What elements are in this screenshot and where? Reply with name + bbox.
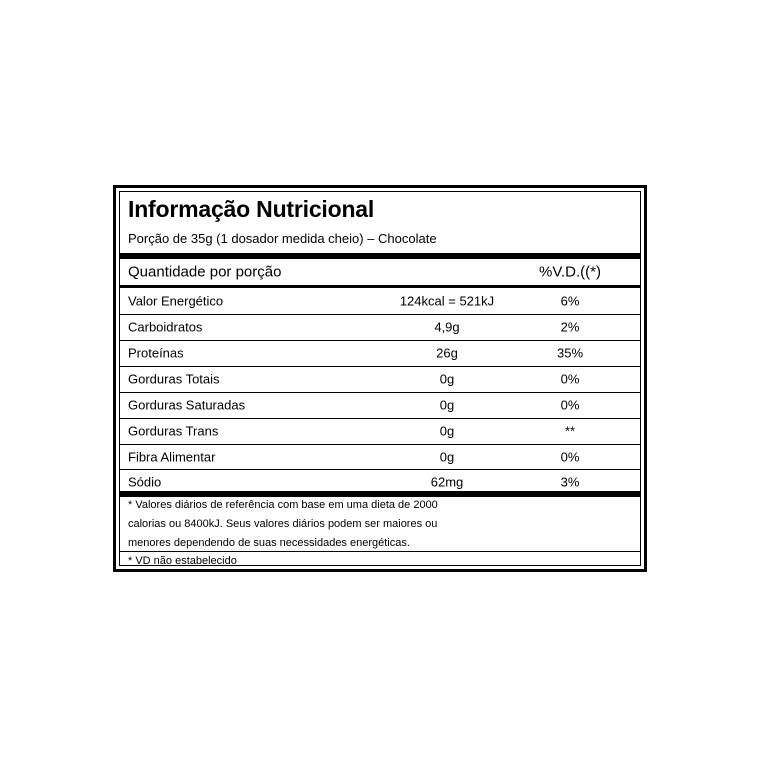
nutrition-label-inner <box>119 191 641 566</box>
nutrient-dv: 3% <box>560 474 580 490</box>
nutrient-amount: 0g <box>439 449 455 465</box>
header-quantity: Quantidade por porção <box>128 263 282 281</box>
table-row <box>120 366 640 392</box>
nutrient-dv: 35% <box>556 345 584 361</box>
nutrient-dv: 2% <box>560 319 580 335</box>
nutrient-name: Carboidratos <box>128 319 203 335</box>
nutrient-name: Gorduras Trans <box>128 423 219 439</box>
footnote-vd: * VD não estabelecido <box>128 555 237 567</box>
nutrient-name: Gorduras Saturadas <box>128 397 246 413</box>
table-row <box>120 314 640 340</box>
table-row <box>120 340 640 366</box>
nutrient-amount: 124kcal = 521kJ <box>399 293 495 309</box>
nutrient-dv: 6% <box>560 293 580 309</box>
nutrient-amount: 26g <box>436 345 458 361</box>
nutrient-name: Fibra Alimentar <box>128 449 216 465</box>
nutrient-name: Gorduras Totais <box>128 371 220 387</box>
table-row <box>120 288 640 314</box>
nutrient-dv: ** <box>564 423 576 439</box>
table-row <box>120 392 640 418</box>
nutrient-dv: 0% <box>560 449 580 465</box>
nutrient-name: Proteínas <box>128 345 184 361</box>
nutrient-dv: 0% <box>560 397 580 413</box>
nutrient-amount: 62mg <box>430 474 464 490</box>
header-dv: %V.D.((*) <box>539 263 601 281</box>
table-row <box>120 418 640 444</box>
nutrient-amount: 4,9g <box>434 319 460 335</box>
nutrient-name: Sódio <box>128 474 162 490</box>
table-row <box>120 444 640 470</box>
nutrient-amount: 0g <box>439 423 455 439</box>
nutrient-dv: 0% <box>560 371 580 387</box>
nutrient-amount: 0g <box>439 371 455 387</box>
footnote-line: * Valores diários de referência com base em uma dieta de 2000 <box>128 499 438 511</box>
nutrient-amount: 0g <box>439 397 455 413</box>
nutrition-label <box>113 185 647 572</box>
table-header <box>120 259 640 285</box>
serving-size: Porção de 35g (1 dosador medida cheio) – Chocolate <box>128 231 437 246</box>
footnote-line: menores dependendo de suas necessidades energéticas. <box>128 537 410 549</box>
footnote-line: calorias ou 8400kJ. Seus valores diários podem ser maiores ou <box>128 518 438 530</box>
nutrient-name: Valor Energético <box>128 293 224 309</box>
label-title: Informação Nutricional <box>128 196 375 222</box>
